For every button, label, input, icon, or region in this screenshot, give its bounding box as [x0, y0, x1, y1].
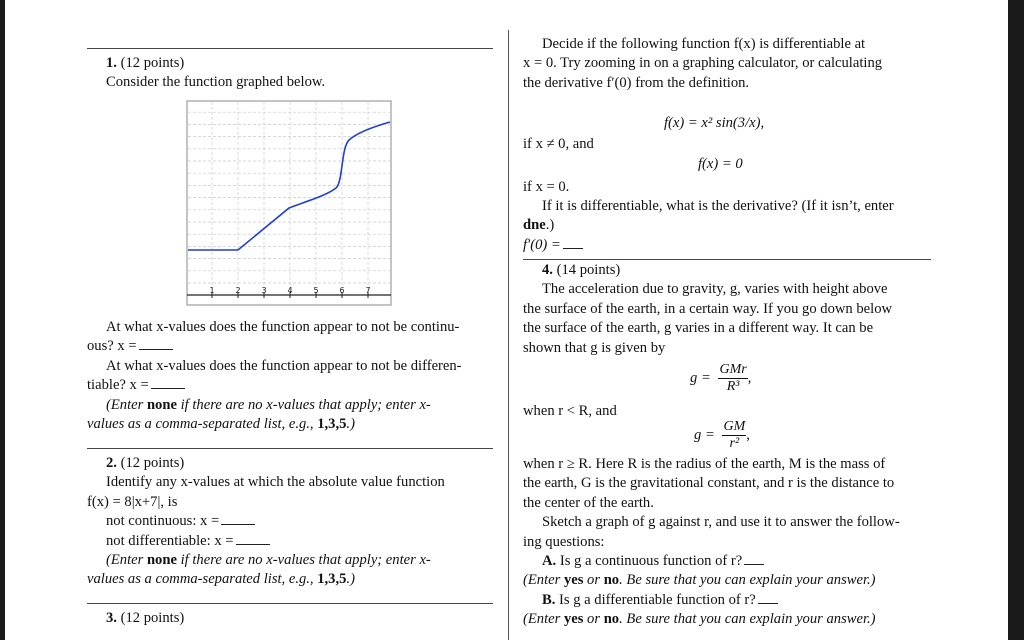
problem-1-heading [106, 54, 496, 73]
formula-inside-numerator: GMr [719, 362, 747, 377]
problem-1-number: 1. [106, 55, 117, 71]
formula-outside: g = $\frac{GM}{\text{r²}}$ , [694, 419, 750, 451]
x-tick-label: 6 [339, 286, 345, 295]
graph-frame [187, 101, 391, 305]
not-differentiable-answer-blank[interactable] [236, 532, 270, 545]
problem-2-not-differentiable: not differentiable: x = [87, 532, 493, 551]
condition-x-zero: if x = 0. [523, 179, 570, 195]
question-a-instructions: (Enter yes or no. Be sure that you can explain your answer.) [523, 572, 876, 589]
problem-4-where-line2: the earth, G is the gravitational constant, and r is the distance to [523, 475, 895, 492]
question-differentiability: At what x-values does the function appear to not be differen- [106, 357, 462, 374]
problem-1-questions [87, 318, 493, 434]
problem-2 [87, 454, 493, 590]
x-tick-label: 3 [261, 286, 267, 295]
problem-3-top-rule [87, 603, 493, 604]
formula-inside-denominator: R³ [726, 379, 740, 394]
problem-4-where-line3: the center of the earth. [523, 494, 654, 511]
x-tick-label: 4 [287, 286, 293, 295]
problem-3-heading: 3. (12 points) [106, 610, 185, 626]
problem-2-not-continuous: not continuous: x = [87, 512, 493, 531]
x-tick-label: 5 [313, 286, 319, 295]
problem-3-line2: x = 0. Try zooming in on a graphing calculator, or calculating [523, 55, 883, 72]
function-graph [186, 100, 392, 306]
problem-4-where-line1: when r ≥ R. Here R is the radius of the earth, M is the mass of [523, 456, 886, 472]
problem-2-line1: Identify any x-values at which the absolute value function [106, 474, 445, 491]
problem-2-top-rule [87, 448, 493, 449]
problem-1 [106, 54, 496, 93]
continuity-answer-blank[interactable] [139, 337, 173, 350]
question-b: B. Is g a differentiable function of r? [523, 591, 931, 610]
left-page-edge [0, 0, 5, 640]
problem-1-points: (12 points) [120, 55, 185, 71]
problem-4-line1: The acceleration due to gravity, g, varies with height above [542, 281, 888, 298]
question-a-answer-blank[interactable] [744, 552, 764, 565]
question-a: A. Is g a continuous function of r? [523, 552, 931, 571]
differentiability-answer-blank[interactable] [151, 376, 185, 389]
problem-4-sketch-line1: Sketch a graph of g against r, and use it to answer the follow- [542, 514, 900, 531]
graph-svg [186, 100, 392, 306]
question-continuity-line2: ous? x = [87, 337, 493, 356]
question-b-instructions: (Enter yes or no. Be sure that you can explain your answer.) [523, 611, 876, 628]
equation-f-nonzero: f(x) = x² sin(3/x), [664, 115, 765, 131]
problem-1-intro: Consider the function graphed below. [106, 74, 326, 91]
derivative-answer-line: f′(0) = [523, 236, 931, 255]
problem-4-line4: shown that g is given by [523, 339, 666, 356]
derivative-answer-blank[interactable] [563, 236, 583, 249]
problem-3-body [523, 35, 931, 93]
not-continuous-answer-blank[interactable] [221, 512, 255, 525]
question-differentiability-line2: tiable? x = [87, 376, 493, 395]
x-tick-label: 1 [209, 286, 215, 295]
problem-2-instructions: (Enter none if there are no x-values that apply; enter x- [106, 552, 431, 569]
problem-2-function: f(x) = 8|x+7|, is [87, 493, 178, 510]
problem-4-top-rule [523, 259, 931, 260]
problem-3-line1: Decide if the following function f(x) is differentiable at [542, 36, 866, 52]
formula-outside-numerator: GM [723, 419, 746, 434]
problem-1-instructions: (Enter none if there are no x-values that apply; enter x- [106, 396, 431, 413]
problem-1-top-rule [87, 48, 493, 49]
problem-3-question: If it is differentiable, what is the derivative? (If it isn’t, enter dne.) f′(0) = [523, 197, 931, 255]
problem-2-instructions-line2: values as a comma-separated list, e.g., 1,3,5.) [87, 571, 355, 588]
problem-4 [523, 261, 931, 358]
condition-x-nonzero: if x ≠ 0, and [523, 136, 594, 152]
problem-4-line3: the surface of the earth, g varies in a different way. It can be [523, 320, 874, 337]
question-continuity-line1: At what x-values does the function appear to not be continu- [106, 319, 460, 335]
problem-2-heading: 2. (12 points) [106, 455, 185, 471]
problem-4-sketch-line2: ing questions: [523, 533, 605, 550]
x-tick-label: 2 [235, 286, 241, 295]
problem-1-instructions-line2: values as a comma-separated list, e.g., 1,3,5.) [87, 416, 355, 433]
x-tick-label: 7 [365, 286, 371, 295]
problem-4-body [523, 455, 931, 630]
problem-4-line2: the surface of the earth, in a certain way. If you go down below [523, 300, 893, 317]
right-page-edge [1008, 0, 1024, 640]
formula-inside: g = $\frac{\text{GMr}}{\text{R³}}$ , [690, 362, 752, 394]
column-divider [508, 30, 509, 640]
formula-outside-denominator: r² [729, 436, 740, 451]
equation-f-zero: f(x) = 0 [698, 156, 743, 172]
question-b-answer-blank[interactable] [758, 591, 778, 604]
condition-r-less-R: when r < R, and [523, 403, 617, 419]
question-continuity [87, 318, 493, 337]
problem-3-line3: the derivative f′(0) from the definition. [523, 74, 750, 91]
problem-4-heading: 4. (14 points) [542, 262, 621, 278]
